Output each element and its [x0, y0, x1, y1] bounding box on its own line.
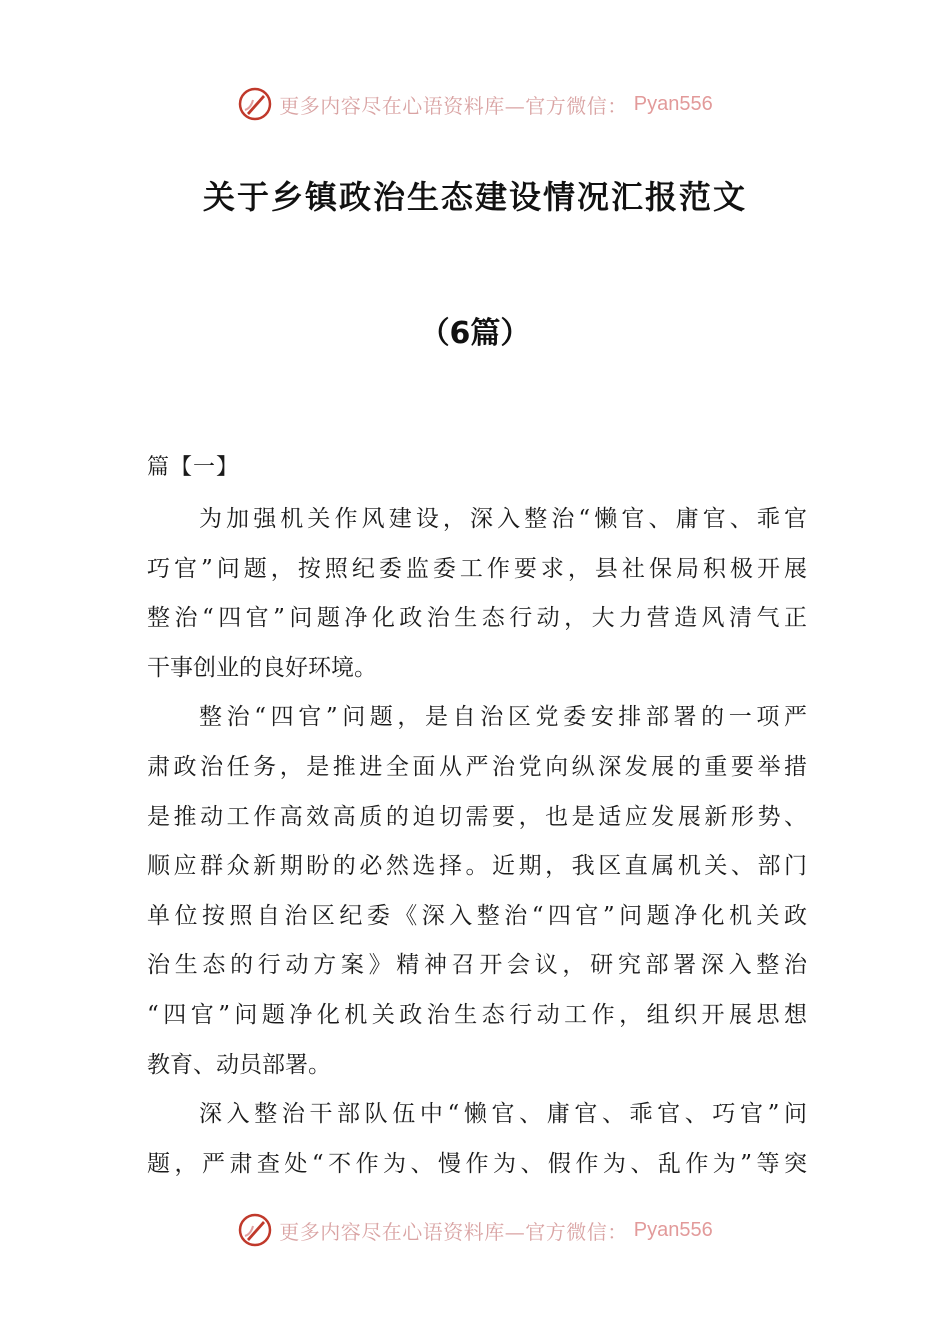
quill-logo-icon [237, 1212, 273, 1248]
watermark-text: 更多内容尽在心语资料库—官方微信： [279, 1219, 628, 1244]
text-line: 题，严肃查处“不作为、慢作为、假作为、乱作为”等突 [147, 1150, 807, 1177]
text-line: “四官”问题净化机关政治生态行动工作，组织开展思想 [147, 1001, 807, 1028]
text-line: 治生态的行动方案》精神召开会议，研究部署深入整治 [147, 952, 807, 979]
text-line: 单位按照自治区纪委《深入整治“四官”问题净化机关政 [147, 902, 807, 929]
text-line: 是推动工作高效高质的迫切需要，也是适应发展新形势、 [147, 803, 807, 830]
text-line: 肃政治任务，是推进全面从严治党向纵深发展的重要举措 [147, 753, 807, 780]
text-line: 干事创业的良好环境。 [147, 654, 377, 681]
header-watermark [0, 84, 950, 124]
text-line: 整治“四官”问题，是自治区党委安排部署的一项严 [199, 704, 807, 731]
quill-logo-icon [237, 86, 273, 122]
watermark-wechat-id: Pyan556 [633, 1218, 713, 1241]
text-line: 顺应群众新期盼的必然选择。近期，我区直属机关、部门 [147, 853, 807, 880]
text-line: 整治“四官”问题净化政治生态行动，大力营造风清气正 [147, 605, 807, 632]
text-line: 深入整治干部队伍中“懒官、庸官、乖官、巧官”问 [199, 1101, 807, 1128]
text-line: 教育、动员部署。 [147, 1051, 331, 1078]
body-text [147, 495, 807, 1189]
section-heading: 篇【一】 [147, 455, 240, 480]
page-title: 关于乡镇政治生态建设情况汇报范文 [202, 178, 747, 216]
footer-watermark [0, 1210, 950, 1250]
text-line: 巧官”问题，按照纪委监委工作要求，县社保局积极开展 [147, 555, 807, 582]
text-line: 为加强机关作风建设，深入整治“懒官、庸官、乖官 [199, 506, 807, 532]
watermark-wechat-id: Pyan556 [633, 92, 713, 115]
page-subtitle: （6篇） [419, 316, 531, 351]
watermark-text: 更多内容尽在心语资料库—官方微信： [279, 93, 628, 118]
